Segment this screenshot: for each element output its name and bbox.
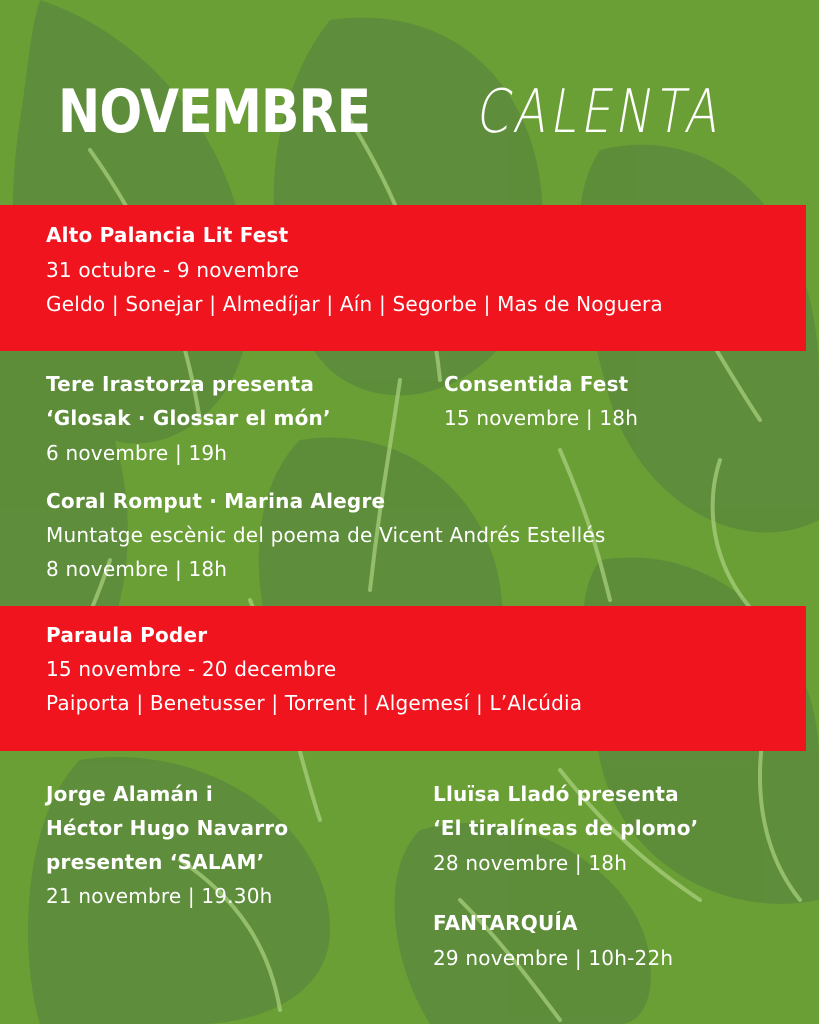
tere-title-line2: ‘Glosak · Glossar el món’ — [46, 406, 331, 430]
coral-date: 8 novembre | 18h — [46, 557, 228, 581]
fantarquia-date: 29 novembre | 10h-22h — [433, 946, 674, 970]
paraula-title: Paraula Poder — [46, 623, 208, 647]
lluisa-title-line2: ‘El tiralíneas de plomo’ — [433, 816, 699, 840]
title-main: NOVEMBRE — [58, 77, 371, 147]
lluisa-date: 28 novembre | 18h — [433, 851, 628, 875]
paraula-places: Paiporta | Benetusser | Torrent | Algemesí | L’Alcúdia — [46, 691, 583, 715]
consentida-date: 15 novembre | 18h — [444, 406, 639, 430]
salam-title-line3: presenten ‘SALAM’ — [46, 850, 265, 874]
paraula-dates: 15 novembre - 20 decembre — [46, 657, 337, 681]
tere-date: 6 novembre | 19h — [46, 441, 228, 465]
lluisa-title-line1: Lluïsa Lladó presenta — [433, 782, 679, 806]
salam-title-line2: Héctor Hugo Navarro — [46, 816, 289, 840]
consentida-title: Consentida Fest — [444, 372, 629, 396]
alto-palancia-places: Geldo | Sonejar | Almedíjar | Aín | Segorbe | Mas de Noguera — [46, 292, 663, 316]
alto-palancia-title: Alto Palancia Lit Fest — [46, 223, 289, 247]
fantarquia-title: FANTARQUÍA — [433, 911, 578, 935]
salam-date: 21 novembre | 19.30h — [46, 884, 273, 908]
alto-palancia-dates: 31 octubre - 9 novembre — [46, 258, 300, 282]
tere-title-line1: Tere Irastorza presenta — [46, 372, 315, 396]
salam-title-line1: Jorge Alamán i — [46, 782, 213, 806]
coral-title: Coral Romput · Marina Alegre — [46, 489, 386, 513]
coral-description: Muntatge escènic del poema de Vicent Andrés Estellés — [46, 523, 606, 547]
title-accent: CALENTA — [472, 77, 730, 147]
